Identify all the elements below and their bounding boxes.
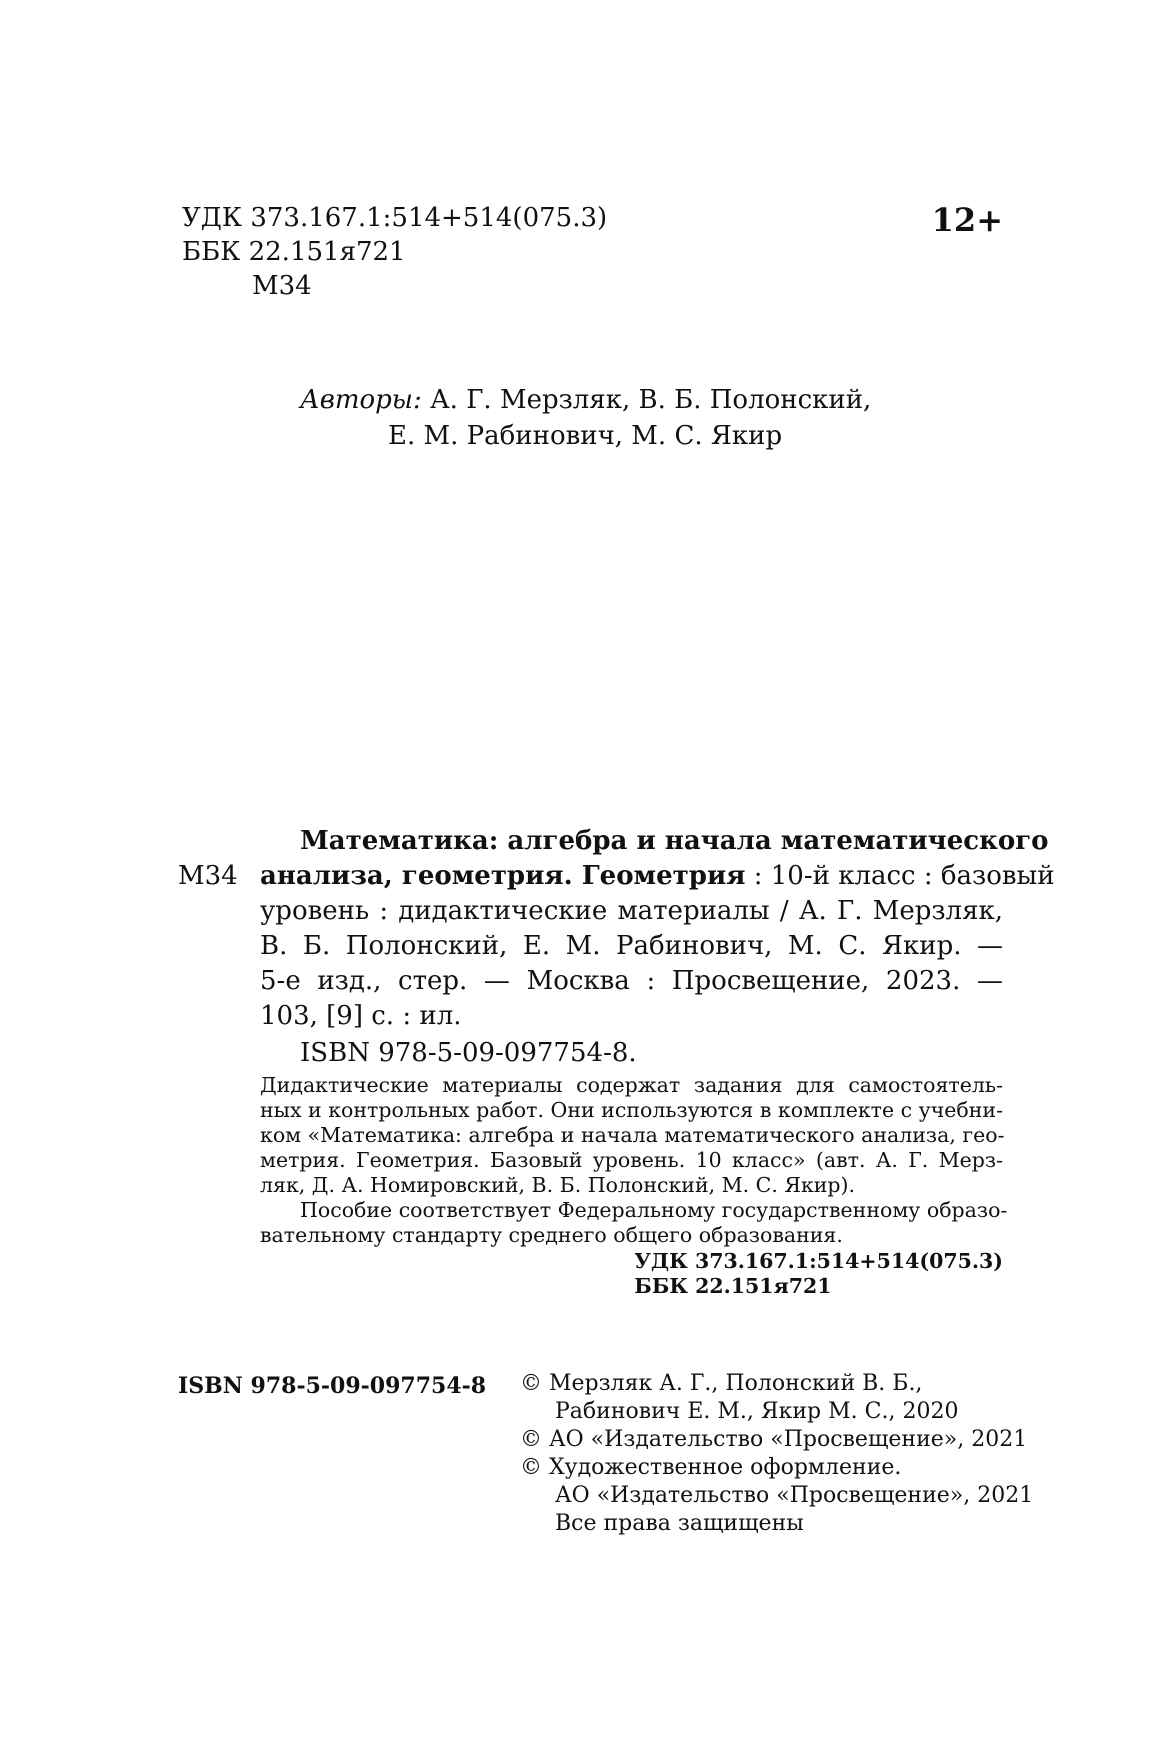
abstract-p1-l5: ляк, Д. А. Номировский, В. Б. Полонский, М. С. Якир).	[260, 1173, 856, 1197]
header-classification	[182, 201, 607, 303]
catalog-title-rest: : 10-й класс : базовый	[745, 861, 1055, 891]
abstract-p1-l1: Дидактические материалы содержат задания для самостоятель-	[260, 1073, 1003, 1097]
age-rating: 12+	[931, 201, 1003, 239]
catalog-line-2	[260, 859, 1055, 894]
catalog-isbn: ISBN 978-5-09-097754-8.	[300, 1038, 637, 1068]
catalog-line-4: В. Б. Полонский, Е. М. Рабинович, М. С. Якир. —	[260, 931, 1003, 961]
catalog-line-6: 103, [9] с. : ил.	[260, 1001, 462, 1031]
abstract-classification	[634, 1249, 1003, 1299]
copyright-publisher: © АО «Издательство «Просвещение», 2021	[520, 1427, 1028, 1452]
abstract-p1-l3: ком «Математика: алгебра и начала математического анализа, гео-	[260, 1123, 1005, 1147]
catalog-author-mark: М34	[178, 861, 238, 891]
udk-code: УДК 373.167.1:514+514(075.3)	[182, 203, 608, 233]
authors-names-1: А. Г. Мерзляк, В. Б. Полонский,	[429, 385, 872, 415]
abstract-p1-l2: ных и контрольных работ. Они используются в комплекте с учебни-	[260, 1098, 1003, 1122]
bbk-code: ББК 22.151я721	[182, 237, 406, 267]
copyright-design-1: © Художественное оформление.	[520, 1455, 902, 1480]
copyright-block	[520, 1370, 1033, 1538]
catalog-line-1: Математика: алгебра и начала математического	[300, 826, 1049, 856]
authors-line-2: Е. М. Рабинович, М. С. Якир	[388, 421, 783, 451]
copyright-design-2: АО «Издательство «Просвещение», 2021	[555, 1483, 1034, 1508]
catalog-title-bold: анализа, геометрия. Геометрия	[260, 861, 746, 891]
copyright-authors-2: Рабинович Е. М., Якир М. С., 2020	[555, 1399, 959, 1424]
abstract-p2-l2: вательному стандарту среднего общего образования.	[260, 1223, 843, 1247]
rights-reserved: Все права защищены	[555, 1511, 804, 1536]
catalog-line-3: уровень : дидактические материалы / А. Г. Мерзляк,	[260, 896, 1003, 926]
abstract-bbk: ББК 22.151я721	[634, 1274, 832, 1298]
abstract-p2-l1: Пособие соответствует Федеральному государственному образо-	[300, 1198, 1008, 1222]
catalog-line-5: 5-е изд., стер. — Москва : Просвещение, 2023. —	[260, 966, 1003, 996]
author-mark: М34	[252, 271, 312, 301]
authors-line-1	[300, 382, 871, 418]
abstract-udk: УДК 373.167.1:514+514(075.3)	[634, 1249, 1003, 1273]
copyright-authors-1: © Мерзляк А. Г., Полонский В. Б.,	[520, 1371, 923, 1396]
abstract-p1-l4: метрия. Геометрия. Базовый уровень. 10 класс» (авт. А. Г. Мерз-	[260, 1148, 1003, 1172]
footer-isbn: ISBN 978-5-09-097754-8	[178, 1373, 487, 1399]
authors-block	[300, 382, 871, 454]
authors-label: Авторы:	[300, 385, 422, 415]
